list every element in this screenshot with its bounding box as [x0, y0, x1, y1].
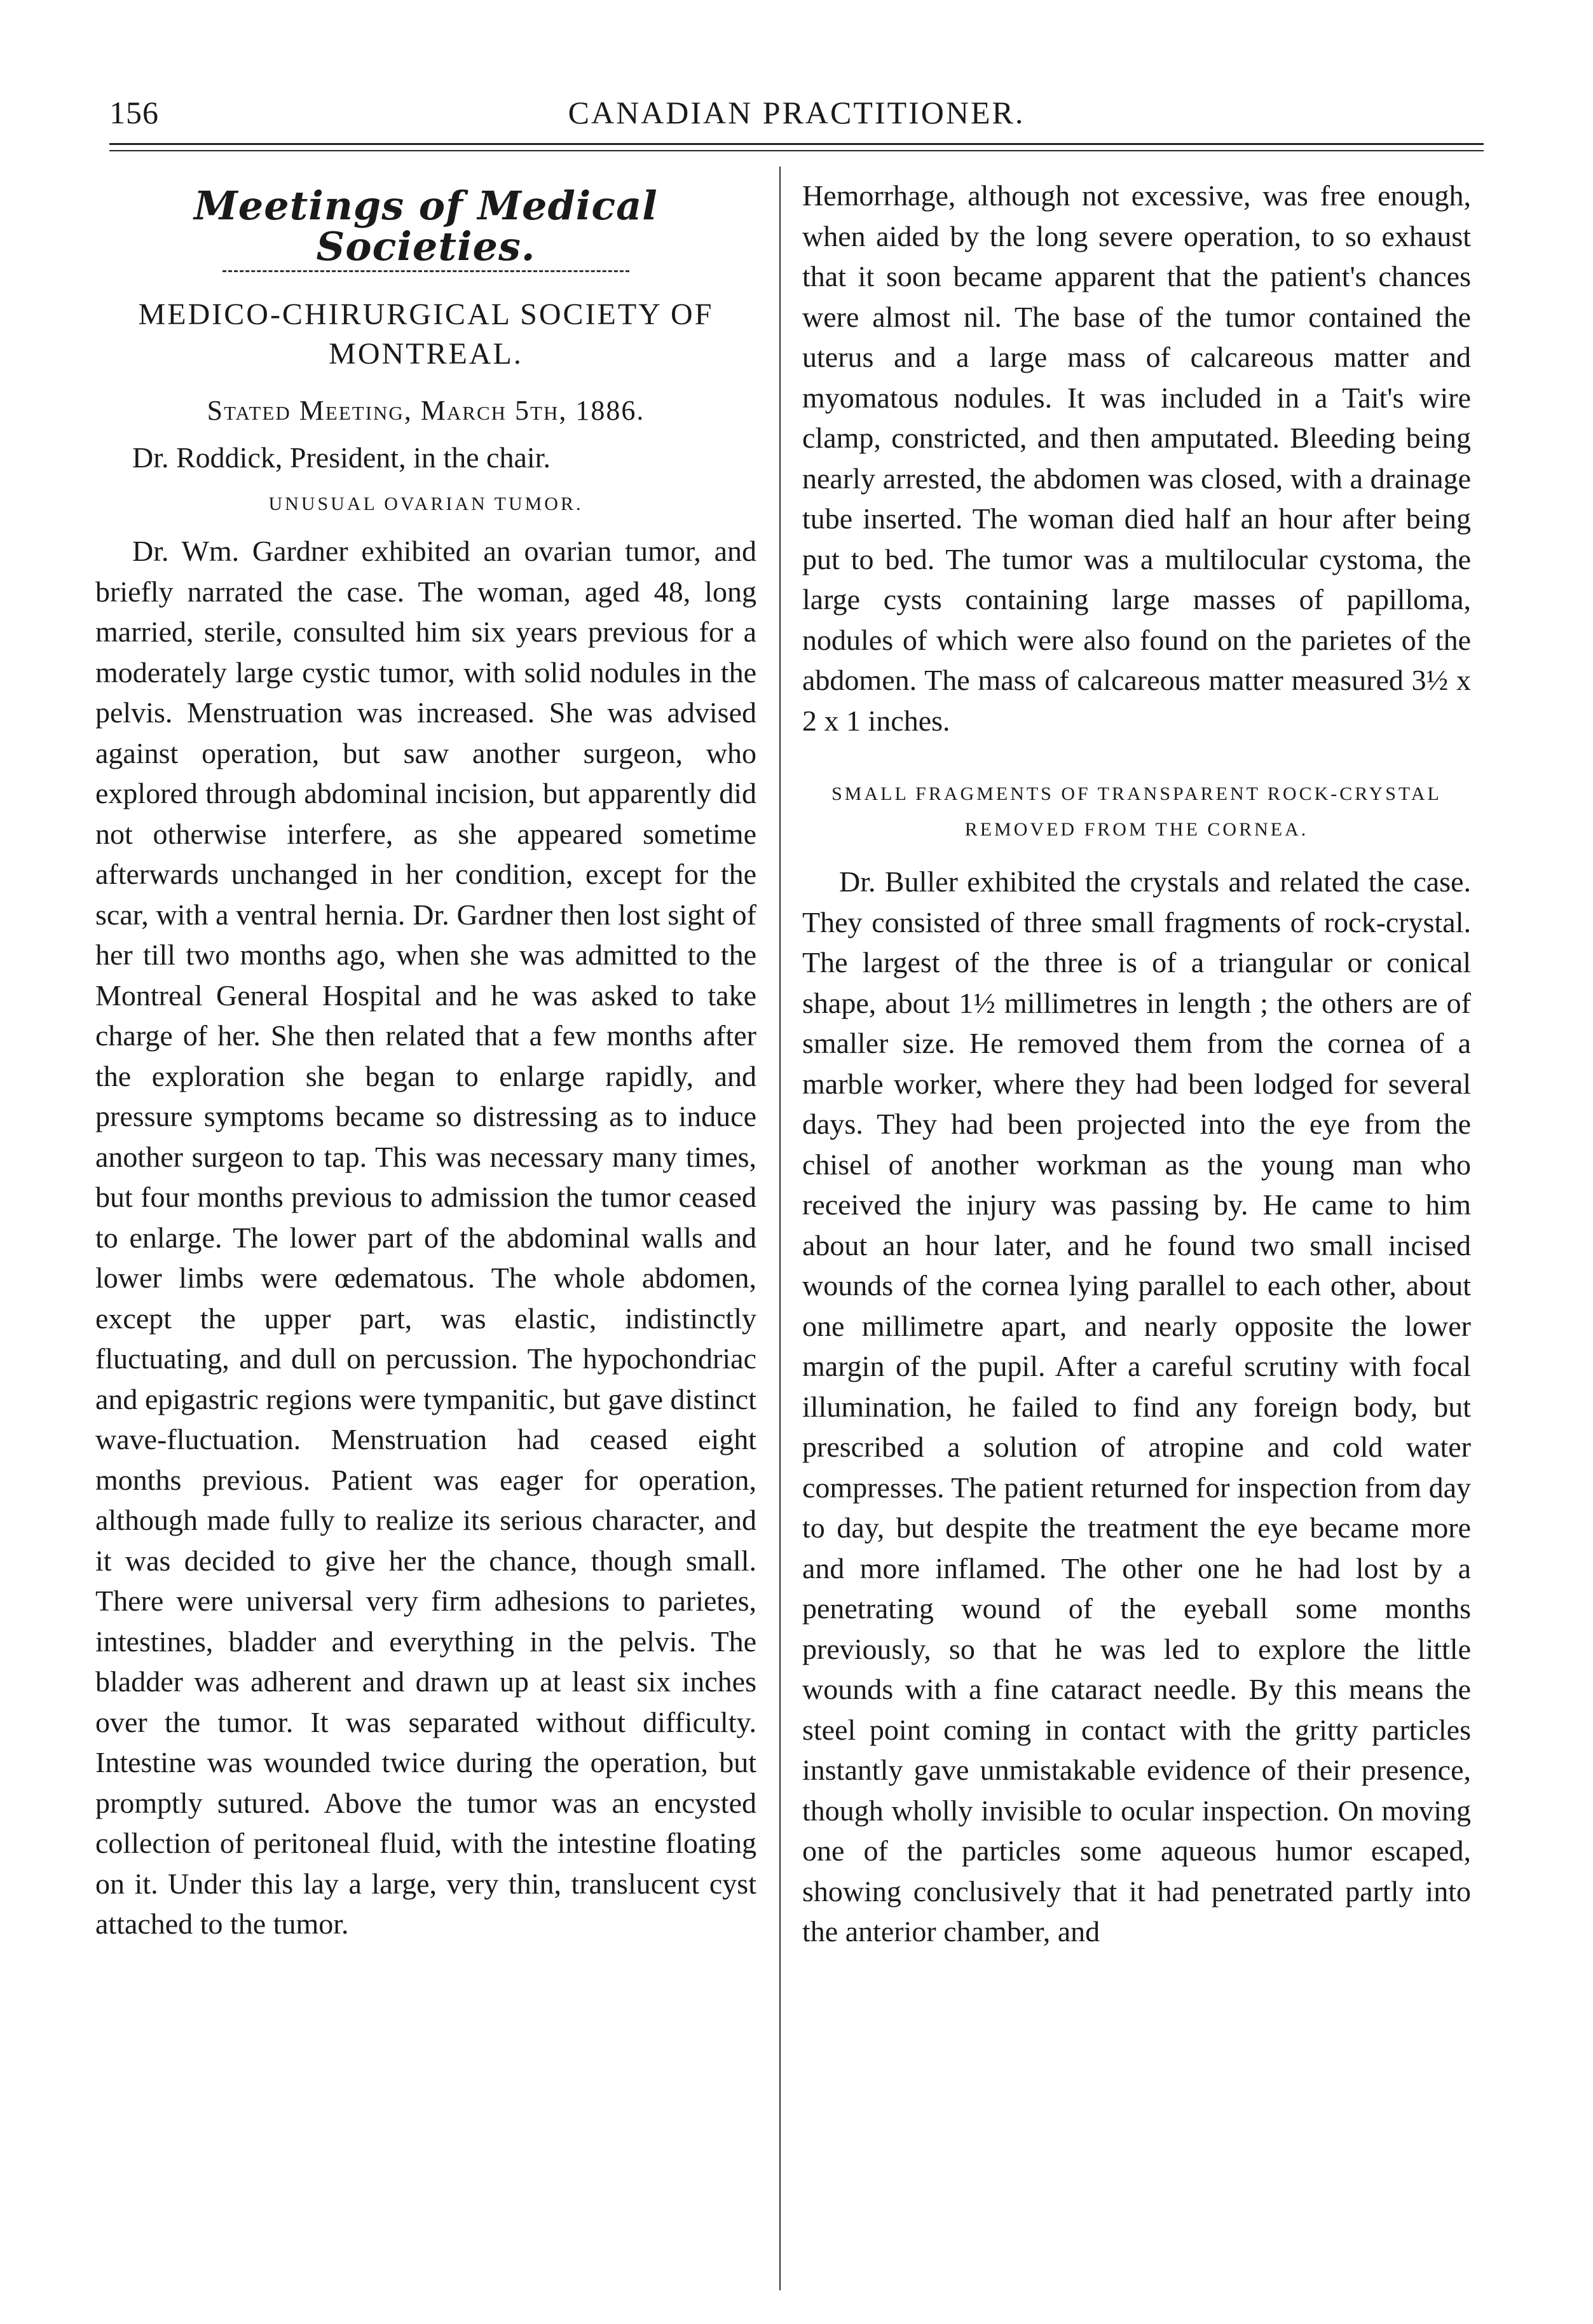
society-title: MEDICO-CHIRURGICAL SOCIETY OF MONTREAL.: [138, 298, 714, 371]
case-text-rock-crystal: Dr. Buller exhibited the crystals and related the case. They consisted of three small fragments of rock-crystal. The largest of the three is of a triangular or conical shape, about 1½ millimetres in length ; the others are of smaller size. He removed them from the cornea of a marble worker, where they had been lodged for several days. They had been projected into the eye from the chisel of another workman as the young man who received the injury was passing by. He came to him about an hour later, and he found two small incised wounds of the cornea lying parallel to each other, about one millimetre apart, and nearly opposite the lower margin of the pupil. After a careful scrutiny with focal illumination, he failed to find any foreign body, but prescribed a solution of atropine and cold water compresses. The patient returned for inspection from day to day, but despite the treatment the eye became more and more inflamed. The other one he had lost by a penetrating wound of the eyeball some months previously, so that he was led to explore the little wounds with a fine cataract needle. By this means the steel point coming in contact with the gritty particles instantly gave unmistakable evidence of their presence, though wholly invisible to ocular inspection. On moving one of the particles some aqueous humor escaped, showing conclusively that it had penetrated partly into the anterior chamber, and: [802, 865, 1471, 1948]
section-title: Meetings of Medical Societies.: [194, 182, 658, 270]
page-number: 156: [109, 95, 159, 130]
left-column: [95, 173, 756, 1944]
case-text-ovarian-tumor-continued: Hemorrhage, although not excessive, was free enough, when aided by the long severe operation, to so exhaust that it soon became apparent that the patient's chances were almost nil. The base of the tumor contained the uterus and a large mass of calcareous matter and myomatous nodules. It was included in a Tait's wire clamp, constricted, and then amputated. Bleeding being nearly arrested, the abdomen was closed, with a drainage tube inserted. The woman died half an hour after being put to bed. The tumor was a multilocular cystoma, the large cysts containing large masses of papilloma, nodules of which were also found on the parietes of the abdomen. The mass of calcareous matter measured 3½ x 2 x 1 inches.: [802, 179, 1471, 737]
title-rule: [222, 270, 629, 272]
meeting-date: Stated Meeting, March 5th, 1886.: [207, 395, 645, 426]
column-divider: [779, 167, 781, 2290]
case-heading-rock-crystal: SMALL FRAGMENTS OF TRANSPARENT ROCK-CRYSTAL REMOVED FROM THE CORNEA.: [831, 783, 1442, 840]
header-rule-secondary: [109, 150, 1484, 151]
case-text-ovarian-tumor: Dr. Wm. Gardner exhibited an ovarian tumor, and briefly narrated the case. The woman, aged 48, long married, sterile, consulted him six years previous for a moderately large cystic tumor, with solid nodules in the pelvis. Menstruation was increased. She was advised against operation, but saw another surgeon, who explored through abdominal incision, but apparently did not otherwise interfere, as she appeared sometime afterwards unchanged in her condition, except for the scar, with a ventral hernia. Dr. Gardner then lost sight of her till two months ago, when she was admitted to the Montreal General Hospital and he was asked to take charge of her. She then related that a few months after the exploration she began to enlarge rapidly, and pressure symptoms became so distressing as to induce another surgeon to tap. This was necessary many times, but four months previous to admission the tumor ceased to enlarge. The lower part of the abdominal walls and lower limbs were œdematous. The whole abdomen, except the upper part, was elastic, indistinctly fluctuating, and dull on percussion. The hypochondriac and epigastric regions were tympanitic, but gave distinct wave-fluctuation. Menstruation had ceased eight months previous. Patient was eager for operation, although made fully to realize its serious character, and it was decided to give her the chance, though small. There were universal very firm adhesions to parietes, intestines, bladder and everything in the pelvis. The bladder was adherent and drawn up at least six inches over the tumor. It was separated without difficulty. Intestine was wounded twice during the operation, but promptly sutured. Above the tumor was an encysted collection of peritoneal fluid, with the intestine floating on it. Under this lay a large, very thin, translucent cyst attached to the tumor.: [95, 535, 756, 1940]
header-rule: [109, 143, 1484, 145]
case-heading-ovarian-tumor: UNUSUAL OVARIAN TUMOR.: [268, 493, 584, 514]
right-column: [802, 175, 1471, 1952]
running-title: CANADIAN PRACTITIONER.: [568, 95, 1025, 130]
chair-line: Dr. Roddick, President, in the chair.: [132, 441, 550, 474]
